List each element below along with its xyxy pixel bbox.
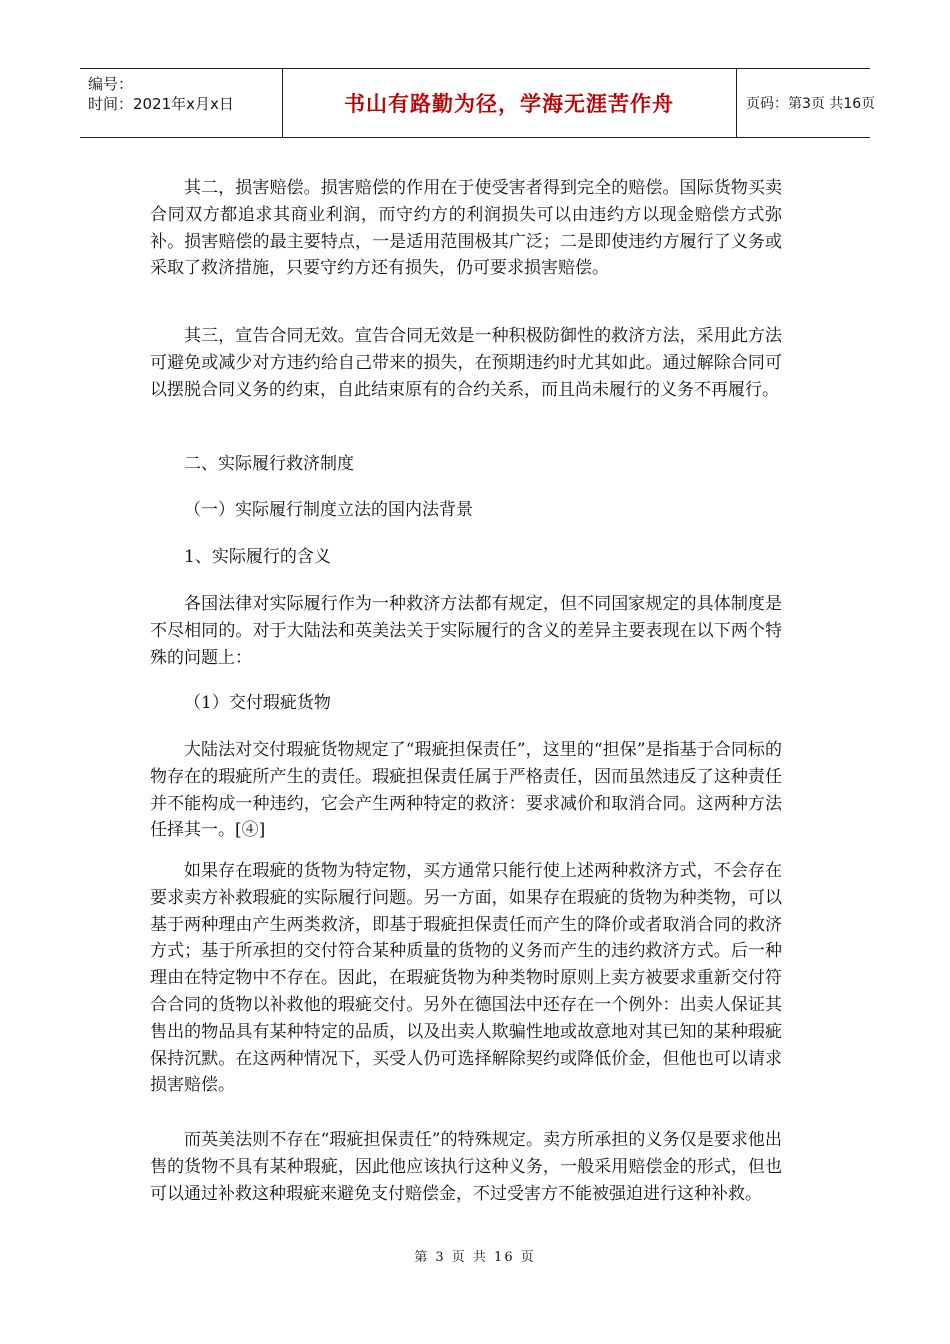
- document-date: 时间：2021年x月x日: [88, 95, 234, 113]
- paragraph-specific-goods: 如果存在瑕疵的货物为特定物，买方通常只能行使上述两种救济方式，不会存在要求卖方补救瑕疵的实际履行问题。另一方面，如果存在瑕疵的货物为种类物，可以基于两种理由产生两类救济，即基于瑕疵担保责任而产生的降价或者取消合同的救济方式；基于所承担的交付符合某种质量的货物的义务而产生的违约救济方式。后一种理由在特定物中不存在。因此，在瑕疵货物为种类物时原则上卖方被要求重新交付符合合同的货物以补救他的瑕疵交付。另外在德国法中还存在一个例外：出卖人保证其售出的物品具有某种特定的品质，以及出卖人欺骗性地或故意地对其已知的某种瑕疵保持沉默。在这两种情况下，买受人仍可选择解除契约或降低价金，但他也可以请求损害赔偿。: [150, 861, 782, 1096]
- item-heading: （1）交付瑕疵货物: [184, 693, 331, 713]
- paragraph-avoidance: 其三，宣告合同无效。宣告合同无效是一种积极防御性的救济方法，采用此方法可避免或减少对方违约给自己带来的损失，在预期违约时尤其如此。通过解除合同可以摆脱合同义务的约束，自此结束原有的合约关系，而且尚未履行的义务不再履行。: [150, 326, 782, 400]
- document-number-label: 编号：: [88, 75, 134, 93]
- paragraph-damages: 其二，损害赔偿。损害赔偿的作用在于使受害者得到完全的赔偿。国际货物买卖合同双方都追求其商业利润，而守约方的利润损失可以由违约方以现金赔偿方式弥补。损害赔偿的最主要特点，一是适用范围极其广泛；二是即使违约方履行了义务或采取了救济措施，只要守约方还有损失，仍可要求损害赔偿。: [150, 178, 782, 279]
- section-heading: 二、实际履行救济制度: [184, 454, 354, 474]
- subsection-heading: （一）实际履行制度立法的国内法背景: [184, 500, 473, 520]
- page-header: [80, 68, 876, 138]
- numbered-heading: 1、实际履行的含义: [184, 547, 331, 567]
- header-meta-cell: [80, 69, 283, 137]
- paragraph-meaning: 各国法律对实际履行作为一种救济方法都有规定，但不同国家规定的具体制度是不尽相同的。对于大陆法和英美法关于实际履行的含义的差异主要表现在以下两个特殊的问题上：: [150, 594, 782, 668]
- header-page-cell: [736, 69, 876, 137]
- paragraph-common-law: 而英美法则不存在“瑕疵担保责任”的特殊规定。卖方所承担的义务仅是要求他出售的货物不具有某种瑕疵，因此他应该执行这种义务，一般采用赔偿金的形式，但也可以通过补救这种瑕疵来避免支付赔偿金，不过受害方不能被强迫进行这种补救。: [150, 1130, 782, 1204]
- page-footer: 第 3 页 共 16 页: [414, 1250, 536, 1265]
- header-motto-cell: [282, 69, 737, 137]
- header-page-code: 页码：第3页 共16页: [746, 96, 876, 112]
- paragraph-civil-law: 大陆法对交付瑕疵货物规定了“瑕疵担保责任”，这里的“担保”是指基于合同标的物存在的瑕疵所产生的责任。瑕疵担保责任属于严格责任，因而虽然违反了这种责任并不能构成一种违约，它会产生两种特定的救济：要求减价和取消合同。这两种方法任择其一。[④]: [150, 740, 782, 841]
- header-motto: 书山有路勤为径，学海无涯苦作舟: [344, 92, 674, 116]
